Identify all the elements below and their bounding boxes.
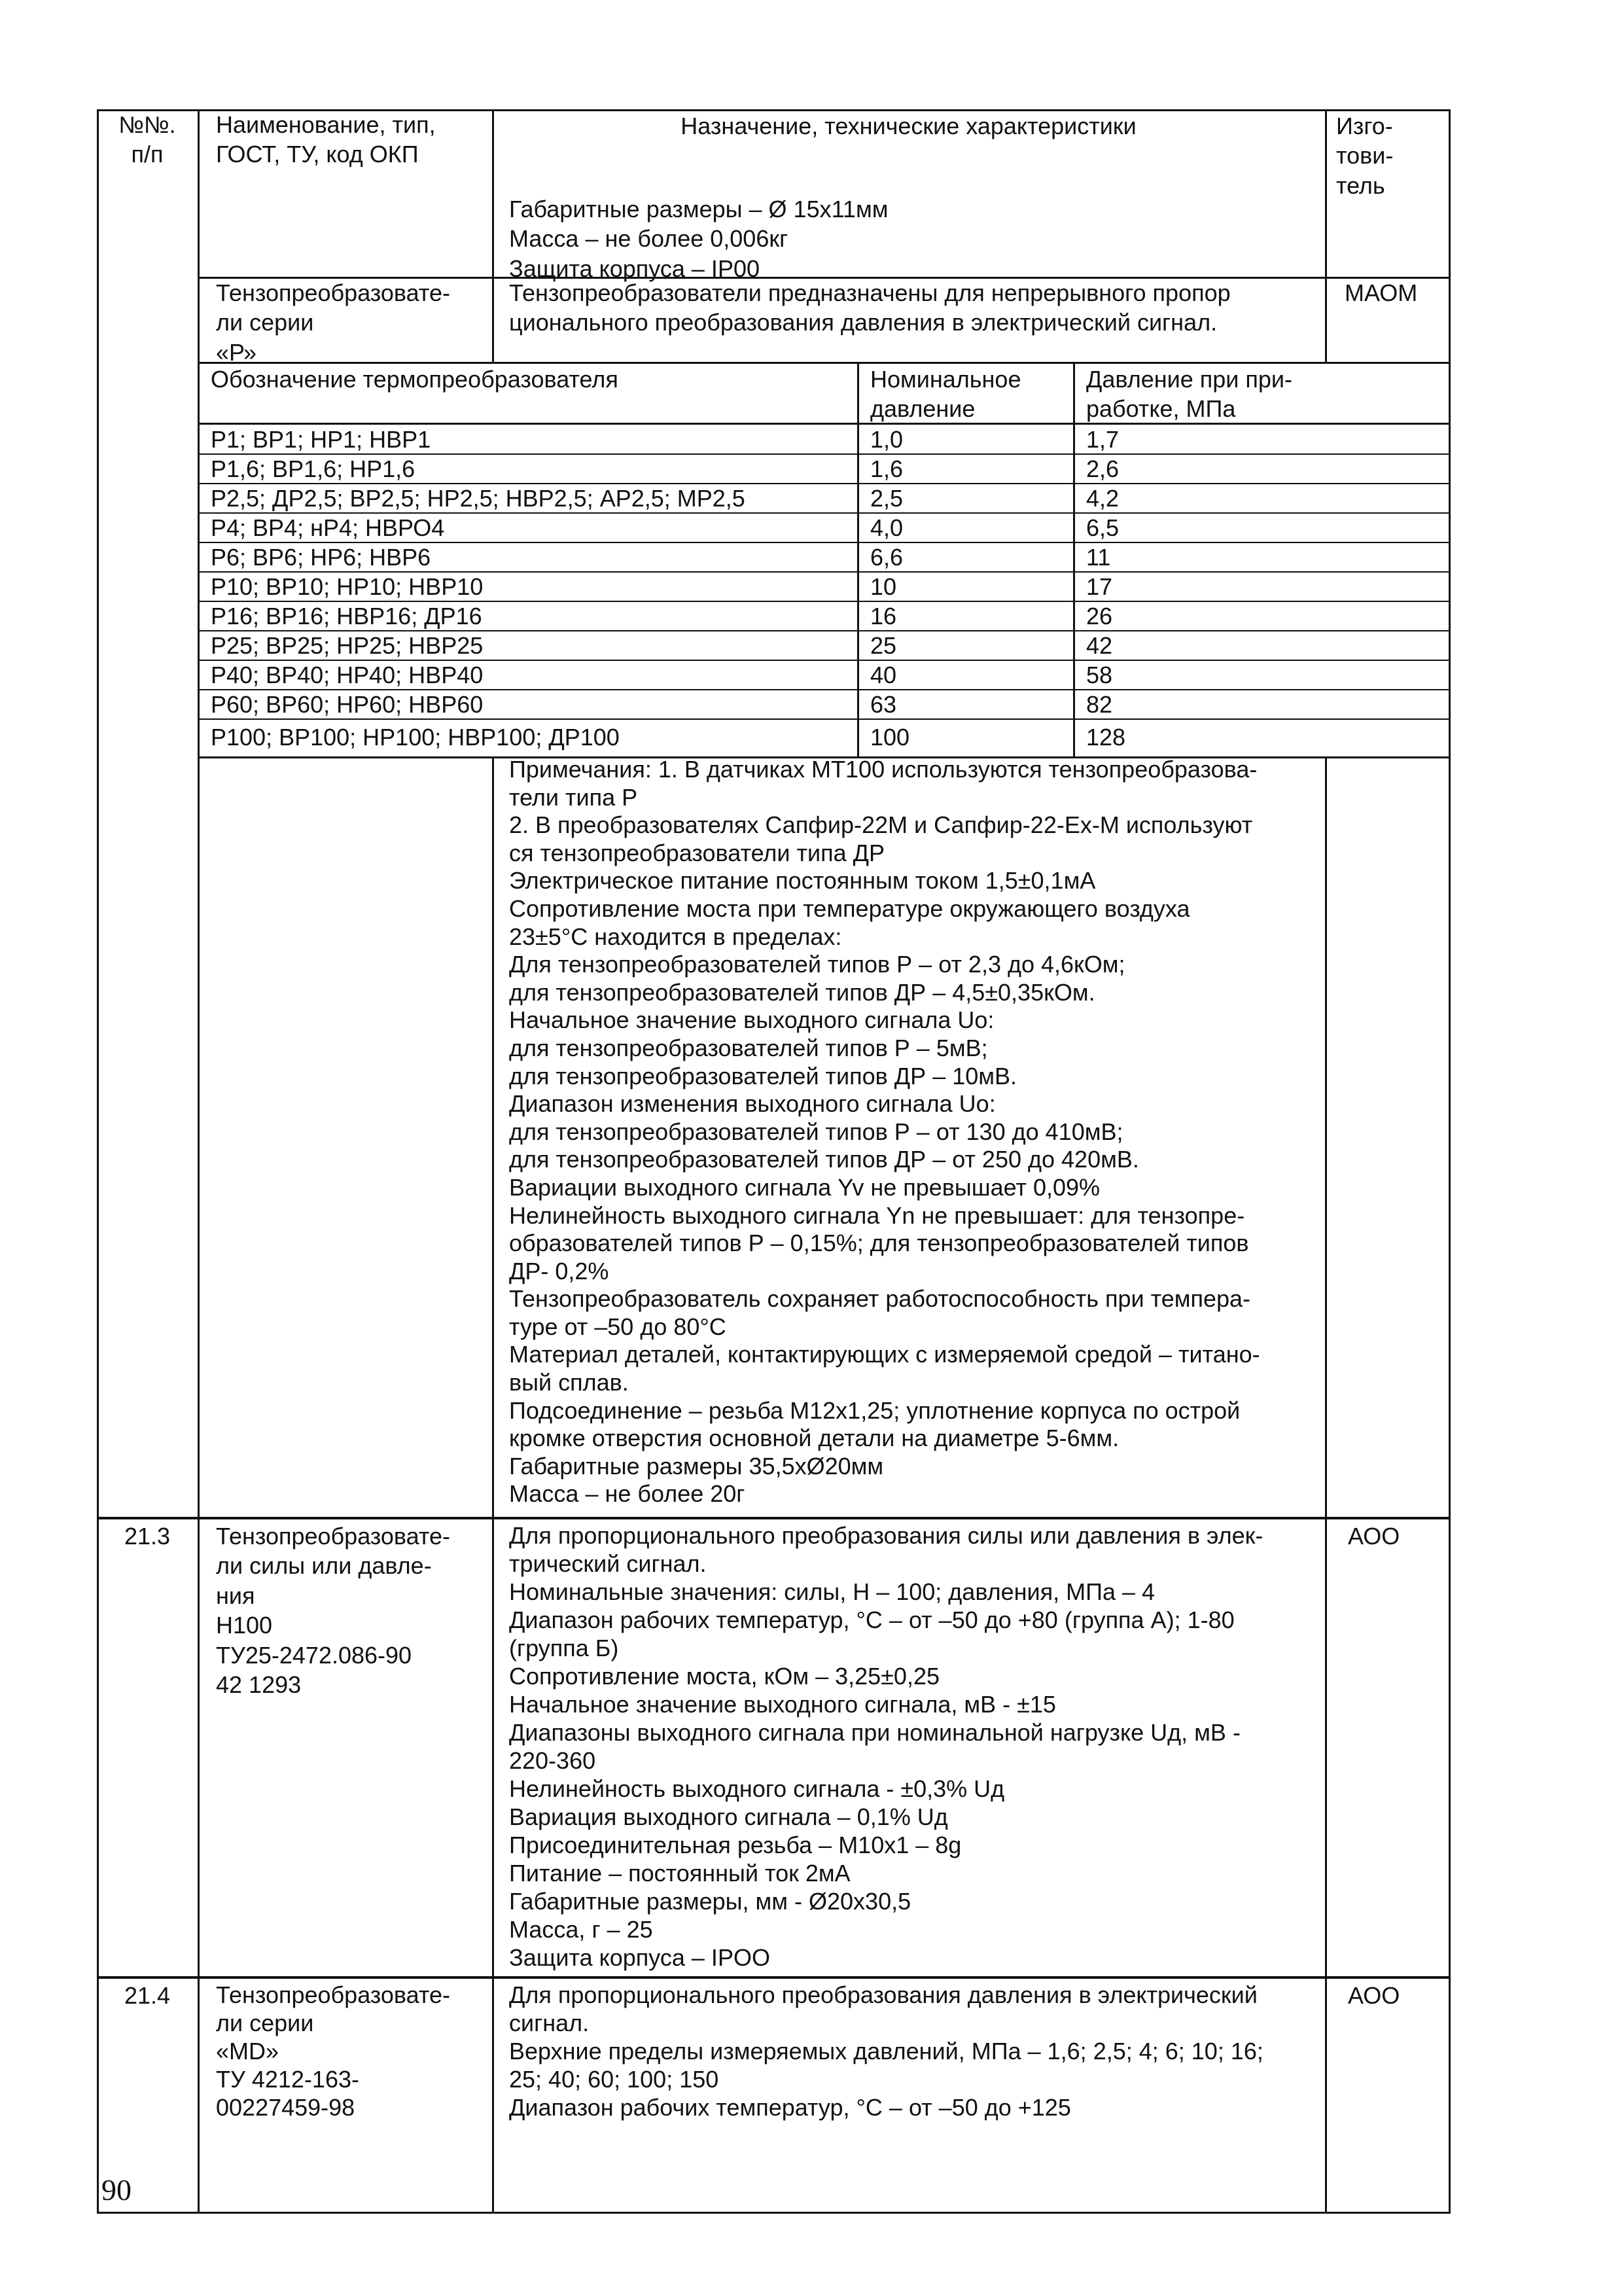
subtable-cell-designation: Р4; ВР4; нР4; НВРО4 <box>211 514 445 541</box>
p-series-description: Тензопреобразователи предназначены для непрерывного пропор ционального преобразования давления в электрический сигнал. <box>509 279 1231 336</box>
subtable-cell-pressure: 2,6 <box>1086 455 1120 482</box>
subtable-cell-designation: Р40; ВР40; НР40; НВР40 <box>211 662 484 688</box>
subtable-cell-designation: Р60; ВР60; НР60; НВР60 <box>211 691 484 718</box>
subtable-cell-designation: Р1; ВР1; НР1; НВР1 <box>211 426 431 453</box>
previous-item-continuation: Габаритные размеры – Ø 15х11мм Масса – не более 0,006кг Защита корпуса – IP00 <box>509 196 889 282</box>
header-number: №№. п/п <box>118 111 176 168</box>
subtable-header-nominal: Номинальное давление <box>870 366 1021 423</box>
subtable-cell-nominal: 10 <box>870 573 897 600</box>
subtable-cell-nominal: 16 <box>870 603 897 629</box>
item-number-21-4: 21.4 <box>124 1982 171 2009</box>
item-21-4-description: Для пропорционального преобразования давления в электрический сигнал. Верхние пределы измеряемых давлений, МПа – 1,6; 2,5; 4; 6; 10; 16; 25; 40; 60; 100; 150 Диапазон рабочих температур, °С – от –50 до +125 <box>509 1981 1263 2121</box>
subtable-cell-designation: Р25; ВР25; НР25; НВР25 <box>211 632 484 659</box>
subtable-cell-pressure: 4,2 <box>1086 485 1120 512</box>
p-series-name: Тензопреобразовате- ли серии «Р» <box>216 279 450 366</box>
subtable-cell-nominal: 100 <box>870 724 910 751</box>
subtable-cell-nominal: 4,0 <box>870 514 904 541</box>
subtable-header-designation: Обозначение термопреобразователя <box>211 366 618 393</box>
subtable-cell-pressure: 17 <box>1086 573 1113 600</box>
subtable-cell-designation: Р10; ВР10; НР10; НВР10 <box>211 573 484 600</box>
subtable-cell-nominal: 25 <box>870 632 897 659</box>
subtable-col-line-2 <box>1073 362 1075 758</box>
table-border-right <box>1449 110 1451 2214</box>
subtable-cell-pressure: 6,5 <box>1086 514 1120 541</box>
row-line-21-3 <box>97 1517 1451 1519</box>
subtable-cell-pressure: 58 <box>1086 662 1113 688</box>
subtable-cell-pressure: 128 <box>1086 724 1126 751</box>
subtable-cell-nominal: 63 <box>870 691 897 718</box>
header-maker: Изго- тови- тель <box>1336 113 1394 199</box>
subtable-col-line-1 <box>857 362 859 758</box>
subtable-cell-designation: Р1,6; ВР1,6; НР1,6 <box>211 455 415 482</box>
subtable-cell-pressure: 42 <box>1086 632 1113 659</box>
table-border-bottom <box>97 2212 1451 2214</box>
item-21-4-maker: АОО <box>1348 1982 1400 2009</box>
table-border-left <box>97 110 99 2214</box>
header-name: Наименование, тип, ГОСТ, ТУ, код ОКП <box>216 111 436 168</box>
subtable-cell-pressure: 82 <box>1086 691 1113 718</box>
p-series-maker: МАОМ <box>1345 279 1418 306</box>
item-21-3-description: Для пропорционального преобразования силы или давления в элек- трический сигнал. Номинальные значения: силы, Н – 100; давления, МПа – 4 Диапазон рабочих температур, °С – от –50 до +80 (группа А); 1-80 (группа Б) Сопротивление моста, кОм – 3,25±0,25 Начальное значение выходного сигнала, мВ - ±15 Диапазоны выходного сигнала при номинальной нагрузке Uд, мВ - 220-360 Нелинейность выходного сигнала - ±0,3% Uд Вариация выходного сигнала – 0,1% Uд Присоединительная резьба – М10х1 – 8g Питание – постоянный ток 2мА Габаритные размеры, мм - Ø20х30,5 Масса, г – 25 Защита корпуса – IPOO <box>509 1522 1263 1971</box>
subtable-cell-nominal: 40 <box>870 662 897 688</box>
col-line-desc <box>492 110 494 362</box>
subtable-cell-designation: Р100; ВР100; НР100; НВР100; ДР100 <box>211 724 620 751</box>
col-line-maker <box>1325 110 1327 362</box>
p-series-notes: Примечания: 1. В датчиках МТ100 используются тензопреобразова- тели типа Р 2. В преобразователях Сапфир-22М и Сапфир-22-Ех-М используют ся тензопреобразователи типа ДР Электрическое питание постоянным током 1,5±0,1мА Сопротивление моста при температуре окружающего воздуха 23±5°С находится в пределах: Для тензопреобразователей типов Р – от 2,3 до 4,6кОм; для тензопреобразователей типов ДР – 4,5±0,35кОм. Начальное значение выходного сигнала Uo: для тензопреобразователей типов Р – 5мВ; для тензопреобразователей типов ДР – 10мВ. Диапазон изменения выходного сигнала Uo: для тензопреобразователей типов Р – от 130 до 410мВ; для тензопреобразователей типов ДР – от 250 до 420мВ. Вариации выходного сигнала Yv не превышает 0,09% Нелинейность выходного сигнала Yn не превышает: для тензопре- образователей типов Р – 0,15%; для тензопреобразователей типов ДР- 0,2% Тензопреобразователь сохраняет работоспособность при темпера- туре от –50 до 80°С Материал деталей, контактирующих с измеряемой средой – титано- вый сплав. Подсоединение – резьба М12х1,25; уплотнение корпуса по острой кромке отверстия основной детали на диаметре 5-6мм. Габаритные размеры 35,5хØ20мм Масса – не более 20г <box>509 756 1260 1508</box>
subtable-cell-designation: Р16; ВР16; НВР16; ДР16 <box>211 603 482 629</box>
item-21-3-name: Тензопреобразовате- ли силы или давле- ния Н100 ТУ25-2472.086-90 42 1293 <box>216 1523 450 1699</box>
subtable-cell-nominal: 1,0 <box>870 426 904 453</box>
row-line-21-4 <box>97 1976 1451 1979</box>
subtable-cell-pressure: 11 <box>1086 544 1111 571</box>
subtable-header-pressure: Давление при при- работке, МПа <box>1086 366 1292 423</box>
subtable-cell-pressure: 1,7 <box>1086 426 1120 453</box>
subtable-cell-designation: Р6; ВР6; НР6; НВР6 <box>211 544 431 571</box>
subtable-cell-pressure: 26 <box>1086 603 1113 629</box>
subtable-cell-nominal: 6,6 <box>870 544 904 571</box>
page-number: 90 <box>101 2173 132 2207</box>
item-21-4-name: Тензопреобразовате- ли серии «MD» ТУ 4212-163- 00227459-98 <box>216 1981 450 2121</box>
header-purpose: Назначение, технические характеристики <box>680 113 1137 139</box>
item-number-21-3: 21.3 <box>124 1523 171 1550</box>
subtable-cell-designation: Р2,5; ДР2,5; ВР2,5; НР2,5; НВР2,5; АР2,5; МР2,5 <box>211 485 745 512</box>
col-line-maker-2 <box>1325 758 1327 2214</box>
col-line-name <box>198 110 200 2214</box>
col-line-desc-2 <box>492 758 494 2214</box>
subtable-cell-nominal: 1,6 <box>870 455 904 482</box>
item-21-3-maker: АОО <box>1348 1523 1400 1550</box>
subtable-cell-nominal: 2,5 <box>870 485 904 512</box>
